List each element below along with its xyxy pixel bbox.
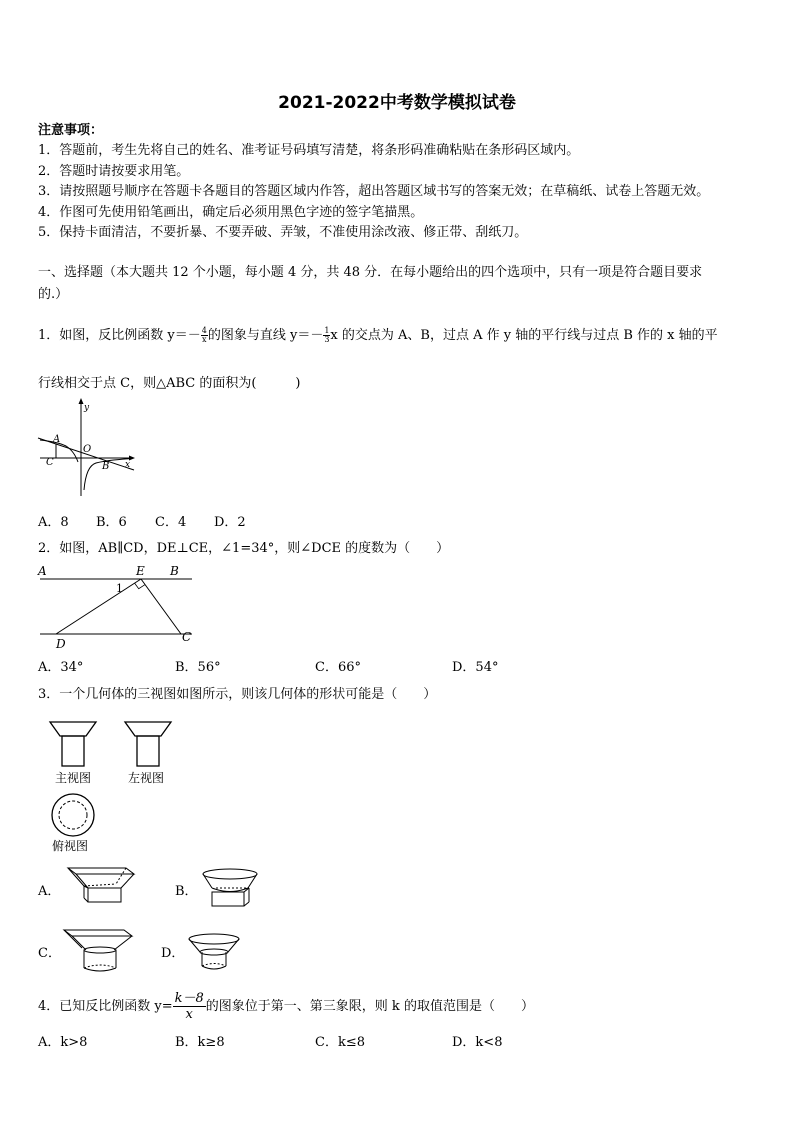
notice-item-4: 4．作图可先使用铅笔画出，确定后必须用黑色字迹的签字笔描黑。 [38,205,424,220]
top-view-caption: 俯视图 [52,839,89,853]
q2-stem: 2．如图，AB∥CD，DE⊥CE，∠1=34°，则∠DCE 的度数为（ ） [38,541,450,556]
q2-figure [36,562,196,652]
q4-option-a[interactable]: A．k>8 [38,1035,88,1050]
q3-option-b-figure[interactable] [200,866,262,912]
q4-option-c[interactable]: C．k≤8 [315,1035,365,1050]
front-view-caption: 主视图 [55,771,92,785]
q3-option-c-figure[interactable] [62,926,134,976]
q2-option-b[interactable]: B．56° [175,660,221,675]
q1-text-part2: 的图象与直线 y＝－ [207,328,324,343]
notice-item-1: 1．答题前，考生先将自己的姓名、准考证号码填写清楚，将条形码准确粘贴在条形码区域内。 [38,143,580,158]
q1-text-part3: x 的交点为 A、B，过点 A 作 y 轴的平行线与过点 B 作的 x 轴的平 [330,328,718,343]
q1-fig-y-label: y [84,403,90,413]
q1-fraction-2-num: 1 [324,326,330,335]
q3-option-c[interactable]: C． [38,946,61,961]
q1-fig-a-label: A [53,434,61,445]
page-title: 2021-2022中考数学模拟试卷 [278,93,516,113]
section-header-line2: 的.） [38,287,69,302]
q4-text-part2: 的图象位于第一、第三象限，则 k 的取值范围是（ ） [205,999,534,1014]
notice-item-2: 2．答题时请按要求用笔。 [38,164,190,179]
q1-fig-o-label: O [83,444,92,455]
q2-option-a[interactable]: A．34° [38,660,84,675]
q2-option-c[interactable]: C．66° [315,660,361,675]
side-view-figure [123,720,173,770]
notice-heading: 注意事项： [38,123,104,138]
q2-fig-a-label: A [38,564,47,578]
q3-option-d-figure[interactable] [186,932,242,974]
section-header-line1: 一、选择题（本大题共 12 个小题，每小题 4 分，共 48 分．在每小题给出的四个选项中，只有一项是符合题目要求 [38,265,703,280]
q2-fig-b-label: B [170,564,179,578]
side-view-caption: 左视图 [128,771,165,785]
q3-option-a-figure[interactable] [66,864,136,906]
q1-text-part1: 1．如图，反比例函数 y＝－ [38,328,201,343]
q4-fraction-num: k－8 [174,991,204,1006]
q2-fig-d-label: D [56,637,66,651]
q1-stem-line1 [38,327,718,344]
q1-option-a[interactable]: A．8 [38,515,69,530]
q3-option-b[interactable]: B． [175,884,198,899]
notice-item-5: 5．保持卡面清洁，不要折暴、不要弄破、弄皱，不准使用涂改液、修正带、刮纸刀。 [38,225,528,240]
q4-fraction [173,991,206,1022]
q2-option-d[interactable]: D．54° [452,660,499,675]
q1-option-d[interactable]: D．2 [214,515,246,530]
q1-fraction-1-num: 4 [201,326,207,335]
q1-fraction-1 [201,327,208,344]
q3-option-a[interactable]: A． [38,884,61,899]
front-view-figure [48,720,98,770]
q1-fraction-2-den: 3 [324,335,330,344]
q2-fig-c-label: C [182,630,192,644]
top-view-figure [50,792,96,838]
q1-option-b[interactable]: B．6 [96,515,127,530]
q3-stem: 3．一个几何体的三视图如图所示，则该几何体的形状可能是（ ） [38,687,437,702]
notice-item-3: 3．请按照题号顺序在答题卡各题目的答题区域内作答，超出答题区域书写的答案无效；在草稿纸、试卷上答题无效。 [38,184,710,199]
q1-fig-b-label: B [102,461,110,472]
q1-fraction-1-den: x [202,335,207,344]
q2-fig-angle1-label: 1 [116,582,123,595]
q4-text-part1: 4．已知反比例函数 y= [38,999,173,1014]
q4-fraction-den: x [185,1007,193,1022]
q1-fig-c-label: C [46,457,54,468]
q4-option-b[interactable]: B．k≥8 [175,1035,225,1050]
q4-stem [38,990,534,1024]
q1-stem-line2: 行线相交于点 C，则△ABC 的面积为( ) [38,376,301,391]
q1-figure [36,398,136,498]
q4-option-d[interactable]: D．k<8 [452,1035,503,1050]
q1-fig-x-label: x [125,460,131,470]
q1-option-c[interactable]: C．4 [155,515,187,530]
q3-option-d[interactable]: D． [161,946,185,961]
q2-fig-e-label: E [136,564,145,578]
